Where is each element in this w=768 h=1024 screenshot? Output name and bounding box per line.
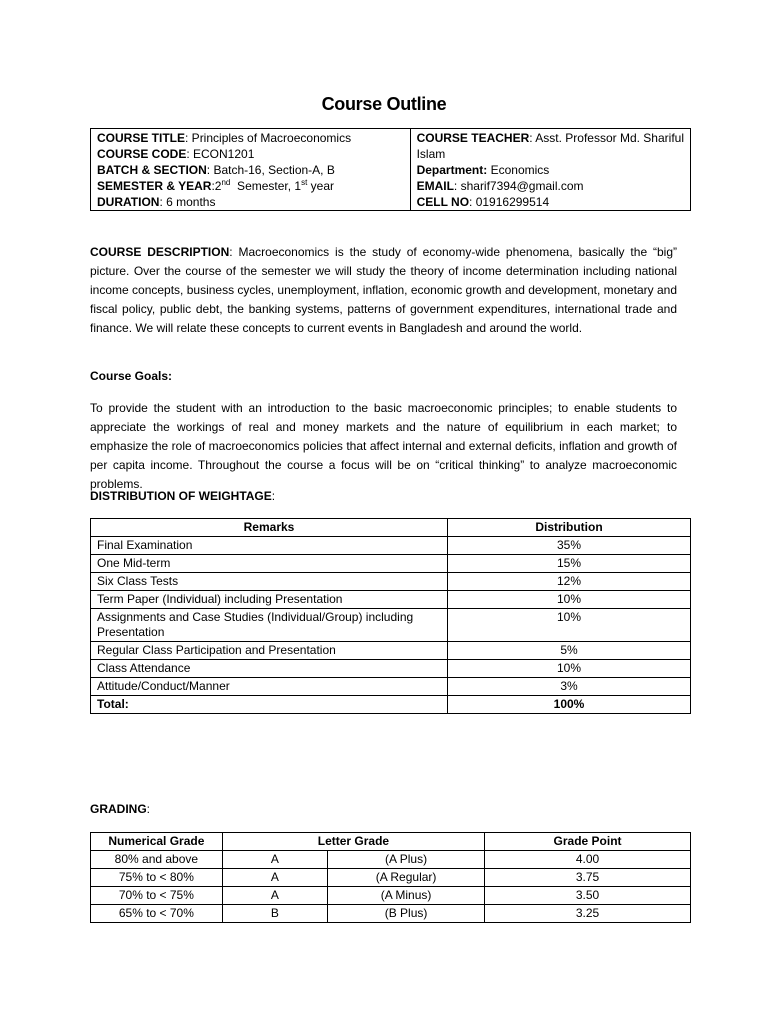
distribution-cell: 5% [448, 642, 691, 660]
weightage-header-row [91, 519, 691, 537]
letter-cell: A [222, 887, 327, 905]
letter-desc-cell: (A Plus) [328, 851, 485, 869]
course-title-value: : Principles of Macroeconomics [185, 131, 352, 145]
table-row [91, 905, 691, 923]
course-goals-text: To provide the student with an introduction to the basic macroeconomic principles; to enable students to appreciate the workings of real and money markets and the nature of equilibrium in each market; to emphasize the role of macroeconomics policies that affect internal and external deficits, inflation and growth of per capita income. Throughout the course a focus will be on “critical thinking” to analyze macroeconomic problems. [90, 401, 677, 491]
semester-sup-1: nd [221, 178, 231, 187]
teacher-line [417, 130, 684, 146]
remark-cell: Attitude/Conduct/Manner [91, 678, 448, 696]
letter-cell: A [222, 869, 327, 887]
course-info-right-cell [410, 129, 690, 211]
table-row [91, 573, 691, 591]
batch-label: BATCH & SECTION [97, 163, 207, 177]
point-cell: 3.50 [485, 887, 691, 905]
cell-value: : 01916299514 [469, 195, 550, 209]
semester-sup-2: st [301, 178, 308, 187]
distribution-cell: 10% [448, 609, 691, 642]
cell-line [417, 194, 684, 210]
page-title: Course Outline [321, 94, 447, 114]
course-code-line [97, 146, 404, 162]
course-title-label: COURSE TITLE [97, 131, 186, 145]
weightage-col-remarks: Remarks [91, 519, 448, 537]
distribution-cell: 15% [448, 555, 691, 573]
point-cell: 3.25 [485, 905, 691, 923]
semester-value-2: Semester, 1 [230, 179, 302, 193]
weightage-rows [91, 537, 691, 714]
remark-cell: Six Class Tests [91, 573, 448, 591]
email-line [417, 178, 684, 194]
table-row [91, 642, 691, 660]
course-info-left-cell [91, 129, 411, 211]
teacher-line-2: Islam [416, 147, 446, 161]
grading-col-letter: Letter Grade [222, 833, 484, 851]
weightage-col-distribution: Distribution [448, 519, 691, 537]
table-row [91, 851, 691, 869]
course-code-label: COURSE CODE [97, 147, 187, 161]
remark-cell: Regular Class Participation and Presentation [91, 642, 448, 660]
course-code-value: : ECON1201 [186, 147, 255, 161]
weightage-table [90, 518, 691, 714]
cell-label: CELL NO [416, 195, 470, 209]
semester-value-1: :2 [211, 179, 222, 193]
letter-cell: A [222, 851, 327, 869]
table-row [91, 869, 691, 887]
grading-col-point: Grade Point [485, 833, 691, 851]
table-row [91, 555, 691, 573]
letter-desc-cell: (A Minus) [328, 887, 485, 905]
remark-cell: One Mid-term [91, 555, 448, 573]
course-title-line [97, 130, 404, 146]
remark-cell: Final Examination [91, 537, 448, 555]
table-row [91, 537, 691, 555]
distribution-cell: 10% [448, 591, 691, 609]
department-value: Economics [487, 163, 550, 177]
table-row [91, 678, 691, 696]
course-description-text: : Macroeconomics is the study of economy-wide phenomena, basically the “big” picture. Over the course of the semester we will study the theory of income determination including national income concepts, business cycles, unemployment, inflation, economic growth and development, monetary and fiscal policy, public debt, the banking systems, patterns of government expenditures, international trade and finance. We will relate these concepts to current events in Bangladesh and around the world. [90, 245, 678, 335]
teacher-label: COURSE TEACHER [416, 131, 530, 145]
table-row [91, 887, 691, 905]
grading-table [90, 832, 691, 923]
batch-value: : Batch-16, Section-A, B [206, 163, 335, 177]
letter-cell: B [222, 905, 327, 923]
weightage-heading [90, 489, 275, 503]
grading-col-numerical: Numerical Grade [91, 833, 223, 851]
batch-line [97, 162, 404, 178]
grading-heading-text: GRADING [90, 802, 147, 816]
grading-heading [90, 802, 150, 816]
remark-cell: Term Paper (Individual) including Presentation [91, 591, 448, 609]
letter-desc-cell: (A Regular) [328, 869, 485, 887]
department-line [417, 162, 684, 178]
semester-value-3: year [307, 179, 335, 193]
course-description-label: COURSE DESCRIPTION [90, 245, 230, 259]
total-label: Total: [91, 696, 448, 714]
numerical-cell: 70% to < 75% [91, 887, 223, 905]
grading-header-row [91, 833, 691, 851]
semester-line [97, 178, 404, 194]
table-row [91, 591, 691, 609]
table-row [91, 609, 691, 642]
email-value: : sharif7394@gmail.com [453, 179, 584, 193]
distribution-cell: 12% [448, 573, 691, 591]
letter-desc-cell: (B Plus) [328, 905, 485, 923]
numerical-cell: 65% to < 70% [91, 905, 223, 923]
remark-cell: Assignments and Case Studies (Individual/Group) including Presentation [91, 609, 448, 642]
course-description [90, 243, 677, 338]
distribution-cell: 3% [448, 678, 691, 696]
remark-cell: Class Attendance [91, 660, 448, 678]
numerical-cell: 80% and above [91, 851, 223, 869]
total-value: 100% [448, 696, 691, 714]
weightage-total-row [91, 696, 691, 714]
grading-heading-colon: : [146, 802, 151, 816]
course-info-table [90, 128, 691, 211]
email-label: EMAIL [416, 179, 454, 193]
point-cell: 4.00 [485, 851, 691, 869]
weightage-heading-colon: : [271, 489, 276, 503]
department-label: Department: [416, 163, 488, 177]
duration-value: : 6 months [159, 195, 216, 209]
distribution-cell: 10% [448, 660, 691, 678]
table-row [91, 660, 691, 678]
duration-line [97, 194, 404, 210]
duration-label: DURATION [97, 195, 160, 209]
course-goals-heading: Course Goals: [90, 369, 173, 383]
numerical-cell: 75% to < 80% [91, 869, 223, 887]
grading-rows [91, 851, 691, 923]
weightage-heading-text: DISTRIBUTION OF WEIGHTAGE [90, 489, 272, 503]
teacher-value: : Asst. Professor Md. Shariful [529, 131, 684, 145]
point-cell: 3.75 [485, 869, 691, 887]
semester-label: SEMESTER & YEAR [97, 179, 212, 193]
distribution-cell: 35% [448, 537, 691, 555]
